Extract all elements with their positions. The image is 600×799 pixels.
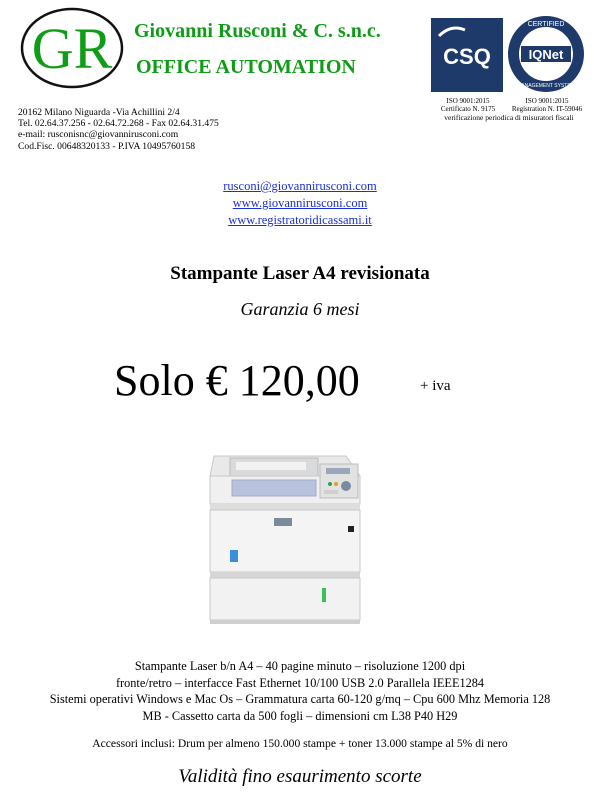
csq-caption — [432, 97, 504, 113]
spec-line: MB - Cassetto carta da 500 fogli – dimensioni cm L38 P40 H29 — [142, 708, 458, 723]
csq-caption-line: Certificato N. 9175 — [440, 105, 496, 113]
csq-label: CSQ — [443, 44, 491, 69]
specs-block — [0, 658, 600, 724]
logo-text: GR — [31, 16, 113, 81]
product-title: Stampante Laser A4 revisionata — [170, 263, 430, 284]
price-suffix: + iva — [420, 378, 451, 394]
verification-note: verificazione periodica di misuratori fiscali — [444, 113, 574, 122]
accessories-text: Accessori inclusi: Drum per almeno 150.000 stampe + toner 13.000 stampe al 5% di nero — [92, 737, 508, 750]
csq-caption-line: ISO 9001:2015 — [446, 97, 490, 105]
company-name: Giovanni Rusconi & C. s.n.c. — [134, 20, 381, 42]
iqnet-ring-text: CERTIFIED — [527, 21, 565, 28]
spec-line: Stampante Laser b/n A4 – 40 pagine minuto – risoluzione 1200 dpi — [134, 659, 466, 673]
links-block — [0, 178, 600, 229]
company-tagline: OFFICE AUTOMATION — [136, 56, 356, 78]
iqnet-caption-line: ISO 9001:2015 — [525, 97, 569, 105]
csq-logo — [431, 18, 503, 92]
iqnet-label: IQNet — [528, 47, 564, 62]
iqnet-logo — [507, 15, 585, 93]
contact-block — [18, 107, 219, 152]
address-line: 20162 Milano Niguarda -Via Achillini 2/4 — [18, 107, 180, 118]
spec-line: Sistemi operativi Windows e Mac Os – Grammatura carta 60-120 g/mq – Cpu 600 Mhz Memoria 128 — [49, 692, 551, 706]
website-link[interactable]: www.giovannirusconi.com — [232, 196, 368, 210]
validity-text: Validità fino esaurimento scorte — [178, 766, 422, 787]
printer-image — [196, 436, 370, 626]
spec-line: fronte/retro – interfacce Fast Ethernet 10/100 USB 2.0 Parallela IEEE1284 — [115, 675, 485, 690]
email-link[interactable]: rusconi@giovannirusconi.com — [223, 179, 377, 193]
iqnet-caption-line: Registration N. IT-59046 — [511, 105, 583, 113]
price-text: Solo € 120,00 — [114, 356, 360, 405]
email-line: e-mail: rusconisnc@giovannirusconi.com — [18, 129, 179, 141]
iqnet-caption — [508, 97, 586, 113]
phone-line: Tel. 02.64.37.256 - 02.64.72.268 - Fax 02.64.31.475 — [18, 118, 219, 130]
company-logo — [19, 6, 125, 90]
warranty-text: Garanzia 6 mesi — [240, 299, 360, 319]
tax-line: Cod.Fisc. 00648320133 - P.IVA 10495760158 — [18, 140, 196, 152]
registratori-link[interactable]: www.registratoridicassami.it — [228, 213, 372, 227]
iqnet-bottom-text: MANAGEMENT SYSTEM — [517, 83, 575, 89]
